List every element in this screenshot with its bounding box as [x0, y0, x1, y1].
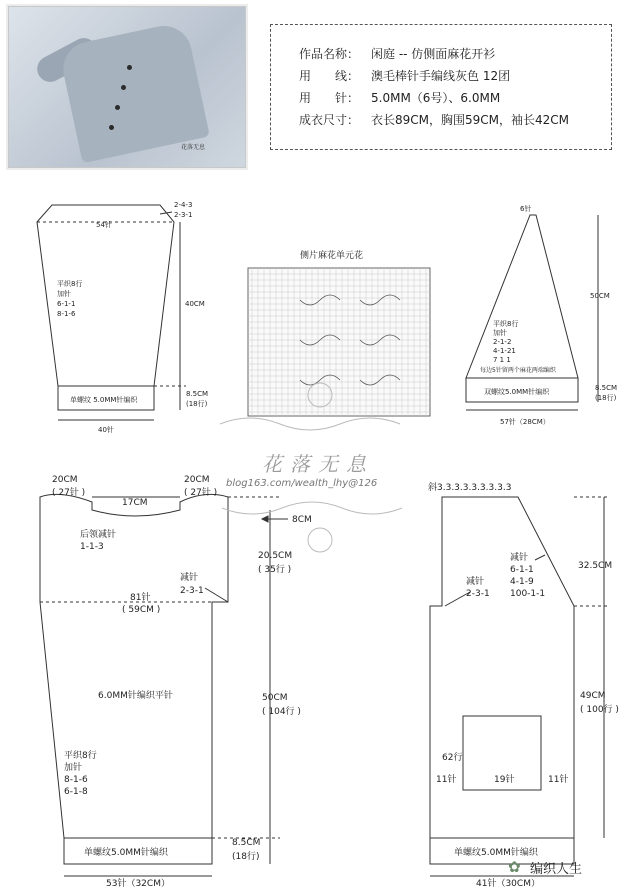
back-lower-rows: ( 104行 )	[262, 707, 301, 717]
side-bottom-width: 57针（28CM）	[500, 418, 550, 426]
back-shoulder-right-stitches: ( 27针 )	[184, 488, 218, 498]
side-inc-2: 4-1-21	[493, 347, 516, 355]
info-value: 闲庭 -- 仿侧面麻花开衫	[371, 47, 496, 61]
sleeve-rib-rows: (18行)	[186, 400, 208, 408]
info-key: 用 线：	[299, 69, 360, 83]
sleeve-rib-height: 8.5CM	[186, 390, 209, 398]
front-neck-dec-label: 减针	[510, 553, 529, 563]
side-rib-label: 双螺纹5.0MM针编织	[484, 388, 550, 396]
cable-chart	[248, 268, 430, 416]
watermark-name: 花落无息	[262, 452, 374, 476]
back-inc-label: 加针	[64, 763, 83, 773]
side-inc-1: 2-1-2	[493, 338, 512, 346]
back-arm-dec: 2-3-1	[180, 586, 204, 596]
back-arm-dec-label: 减针	[180, 573, 199, 583]
sleeve-inc-1: 6-1-1	[57, 300, 76, 308]
side-panel-outline	[466, 215, 578, 378]
back-rib-rows: (18行)	[232, 852, 260, 862]
side-rib-rows: (18行)	[595, 394, 617, 402]
sleeve-dec-1: 2-4-3	[174, 201, 193, 209]
back-bottom: 53针（32CM）	[106, 879, 170, 889]
info-value: 5.0MM（6号）、6.0MM	[371, 91, 501, 105]
back-neck-dec: 1-1-3	[80, 542, 104, 552]
front-rib-label: 单螺纹5.0MM针编织	[454, 848, 538, 858]
sleeve-inc-label: 加针	[57, 290, 71, 298]
back-inc-1: 8-1-6	[64, 775, 88, 785]
front-outline	[430, 497, 574, 838]
front-neck-dec-2: 4-1-9	[510, 577, 534, 587]
front-upper-height: 32.5CM	[578, 561, 613, 571]
side-inc-label: 加针	[493, 329, 507, 337]
back-shoulder-drop: 8CM	[292, 515, 312, 525]
side-top-width: 6针	[520, 205, 532, 213]
brand-name: 编织人生	[530, 862, 583, 877]
side-note: 每边5针留两个麻花两端编织	[480, 367, 556, 374]
front-pocket-right: 11针	[548, 775, 569, 785]
watermark-url: blog163.com/wealth_lhy@126	[226, 478, 378, 489]
back-lower-height: 50CM	[262, 693, 288, 703]
sleeve-height: 40CM	[185, 300, 205, 308]
back-body-label: 6.0MM针编织平针	[98, 691, 173, 701]
front-bottom: 41针（30CM）	[476, 879, 540, 889]
side-rib-height: 8.5CM	[595, 384, 618, 392]
sleeve-body-label: 平织8行	[57, 280, 83, 288]
back-neck-dec-label: 后领减针	[80, 530, 117, 540]
back-shoulder-left: 20CM	[52, 475, 78, 485]
side-body-label: 平织8行	[493, 320, 519, 328]
front-lower-height: 49CM	[580, 691, 606, 701]
front-pocket-left: 11针	[436, 775, 457, 785]
info-value: 衣长89CM，胸围59CM，袖长42CM	[371, 113, 570, 127]
back-rib-height: 8.5CM	[232, 838, 261, 848]
wechat-icon: ✿	[508, 858, 521, 876]
back-chest-cm: ( 59CM )	[122, 605, 161, 615]
sleeve-inc-2: 8-1-6	[57, 310, 76, 318]
info-key: 作品名称：	[299, 47, 360, 61]
info-value: 澳毛棒针手编线灰色 12团	[371, 69, 511, 83]
front-arm-dec: 2-3-1	[466, 589, 490, 599]
side-inc-3: 7 1 1	[493, 356, 511, 364]
front-pocket-mid: 19针	[494, 775, 515, 785]
front-neck-dec-3: 100-1-1	[510, 589, 546, 599]
photo-watermark: 花落无息	[180, 144, 205, 151]
side-height: 50CM	[590, 292, 610, 300]
back-neck-width: 17CM	[122, 498, 148, 508]
sleeve-bottom-width: 40针	[98, 426, 114, 434]
back-shoulder-right: 20CM	[184, 475, 210, 485]
back-inc-body: 平织8行	[64, 751, 97, 761]
sleeve-top-width: 54针	[96, 221, 112, 229]
front-neck-seq: 斜3.3.3.3.3.3.3.3.3	[428, 483, 512, 493]
front-lower-rows: ( 100行 )	[580, 705, 619, 715]
info-key: 成衣尺寸：	[299, 113, 360, 127]
front-arm-dec-label: 减针	[466, 577, 485, 587]
chart-title: 侧片麻花单元花	[300, 251, 364, 261]
back-inc-2: 6-1-8	[64, 787, 88, 797]
back-rib-label: 单螺纹5.0MM针编织	[84, 848, 168, 858]
front-pocket-rows: 62行	[442, 753, 463, 763]
back-chest-stitches: 81针	[130, 593, 151, 603]
back-upper-height: 20.5CM	[258, 551, 293, 561]
sleeve-rib-label: 单螺纹 5.0MM针编织	[70, 396, 138, 404]
back-shoulder-left-stitches: ( 27针 )	[52, 488, 86, 498]
sleeve-dec-2: 2-3-1	[174, 211, 193, 219]
back-upper-rows: ( 35行 )	[258, 565, 292, 575]
front-neck-dec-1: 6-1-1	[510, 565, 534, 575]
info-key: 用 针：	[299, 91, 360, 105]
